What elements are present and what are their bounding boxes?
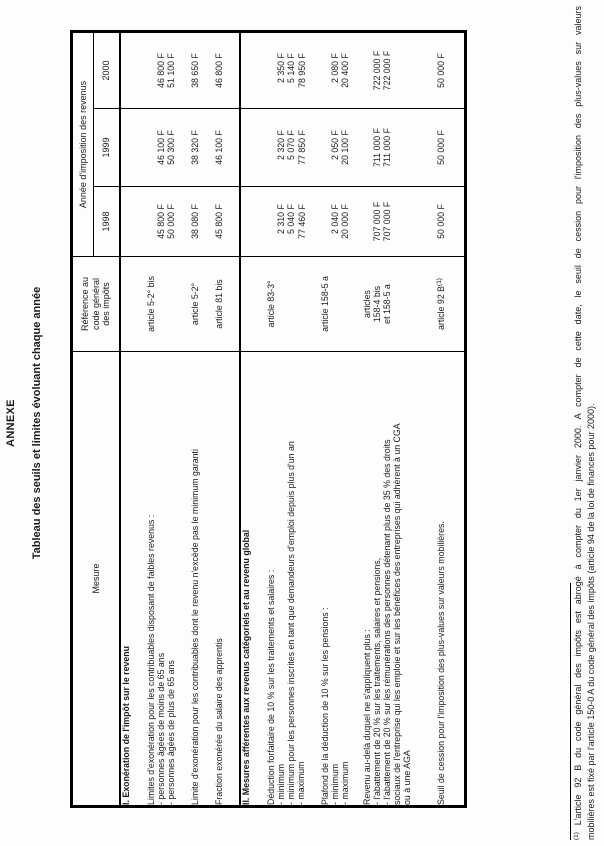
mesure-cell <box>266 352 320 807</box>
value-cell-2000 <box>190 31 214 108</box>
value-line: 46 100 F <box>155 130 166 165</box>
header-cell-1999: 1999 <box>94 109 120 187</box>
header-cell-year-group: Année d'imposition des revenus <box>72 31 94 256</box>
mesure-line: - l'abattement de 20 % sur les rémunérations des personnes détenant plus de 35 % des droits sociaux de l'entreprise qui les emploie et sur les bénéfices des entreprises qui adhèrent à un CGA ou à une AGA <box>381 423 412 805</box>
mesure-cell <box>214 352 240 807</box>
value-cell-empty <box>120 109 146 187</box>
mesure-line: Seuil de cession pour l'imposition des plus-values sur valeurs mobilières. <box>435 521 446 805</box>
value-line: 46 800 F <box>213 53 224 88</box>
value-line: 50 000 F <box>166 204 176 239</box>
value-line: 50 300 F <box>166 130 176 165</box>
value-line: 707 000 F <box>382 201 392 242</box>
value-cell-2000 <box>214 31 240 108</box>
mesure-line: Limite d'exonération pour les contribuables dont le revenu n'excède pas le minimum garanti <box>189 449 200 805</box>
mesure-line: - minimum <box>275 763 286 805</box>
section-2-heading: II. Mesures afférentes aux revenus catégoriels et au revenu global <box>240 352 266 807</box>
value-line: 50 000 F <box>435 204 446 239</box>
value-line: 46 100 F <box>213 130 224 165</box>
reference-cell <box>436 257 466 352</box>
reference-cell: article 158-5 a <box>320 257 362 352</box>
mesure-line: - personnes âgées de plus de 65 ans <box>165 660 176 805</box>
value-line: 2 320 F <box>275 130 286 160</box>
footnote-marker: (1) <box>573 832 580 840</box>
reference-header-line: des impôts <box>101 282 111 326</box>
header-cell-reference <box>72 257 120 352</box>
value-line: 45 800 F <box>213 204 224 239</box>
value-cell-1998 <box>190 187 214 257</box>
seuils-limites-table <box>70 30 467 808</box>
value-cell-2000 <box>436 31 466 108</box>
row-limites-faibles-revenus <box>146 31 190 806</box>
reference-text: article 92 B <box>435 285 446 330</box>
value-cell-empty <box>120 31 146 108</box>
value-cell-1999 <box>146 109 190 187</box>
value-cell-1998 <box>214 187 240 257</box>
row-plafond-pensions <box>320 31 362 806</box>
value-line: 722 000 F <box>382 50 392 91</box>
value-cell-1999 <box>436 109 466 187</box>
document-title: Tableau des seuils et limites évoluant chaque année <box>31 286 43 560</box>
value-cell-1999 <box>190 109 214 187</box>
value-cell-empty <box>120 187 146 257</box>
reference-cell: article 5-2° bis <box>146 257 190 352</box>
value-line: 77 850 F <box>296 130 307 165</box>
mesure-cell <box>146 352 190 807</box>
mesure-line: - minimum <box>329 763 340 805</box>
footnote-rule <box>570 583 571 840</box>
value-line: 20 400 F <box>340 53 350 88</box>
value-cell-empty <box>240 109 266 187</box>
mesure-line: - maximum <box>295 761 306 805</box>
mesure-cell <box>190 352 214 807</box>
value-line: 711 000 F <box>371 128 382 167</box>
value-line: 707 000 F <box>371 201 382 242</box>
reference-line: articles <box>361 290 372 318</box>
value-cell-1998 <box>146 187 190 257</box>
header-cell-mesure: Mesure <box>72 352 120 807</box>
mesure-line: Limites d'exonération pour les contribuables disposant de faibles revenus : <box>145 514 156 805</box>
value-cell-1998 <box>436 187 466 257</box>
row-revenu-abattement <box>362 31 436 806</box>
mesure-line: - maximum <box>339 761 350 805</box>
row-deduction-forfaitaire <box>266 31 320 806</box>
value-line: 722 000 F <box>371 50 382 91</box>
value-cell-empty <box>240 31 266 108</box>
footnote-line-2: mobilières est fixé par l'article 150-0 A du code général des impôts (article 94 de la loi de finances pour 2000). <box>585 403 596 840</box>
reference-line: et 158-5 a <box>381 284 392 324</box>
reference-header-line: Référence au <box>80 276 90 332</box>
row-limite-minimum-garanti <box>190 31 214 806</box>
footnote-text: L'article 92 B du code général des impôts est abrogé à compter du 1er janvier 2000. A compter de cette date, le seuil de cession pour l'imposition des plus-values sur valeurs <box>573 6 583 826</box>
value-line: 78 950 F <box>296 53 307 88</box>
header-cell-1998: 1998 <box>94 187 120 257</box>
mesure-line: - minimum pour les personnes inscrites en tant que demandeurs d'emploi depuis plus d'un an <box>285 441 296 805</box>
mesure-cell <box>436 352 466 807</box>
mesure-line: Fraction exonérée du salaire des apprentis <box>213 638 224 805</box>
reference-cell-empty <box>240 257 266 352</box>
reference-cell-empty <box>120 257 146 352</box>
value-line: 5 040 F <box>286 204 296 234</box>
reference-footnote-marker: (1) <box>435 278 443 286</box>
section-1-heading: I. Exonération de l'impôt sur le revenu <box>120 352 146 807</box>
header-cell-2000: 2000 <box>94 31 120 108</box>
value-cell-1998 <box>320 187 362 257</box>
reference-cell: article 81 bis <box>214 257 240 352</box>
reference-line: 158-4 bis <box>371 285 382 323</box>
value-line: 46 800 F <box>155 53 166 88</box>
value-cell-1998 <box>362 187 436 257</box>
reference-header-line: code général <box>90 277 101 331</box>
value-cell-1998 <box>266 187 320 257</box>
value-cell-2000 <box>146 31 190 108</box>
mesure-line: Plafond de la déduction de 10 % sur les pensions : <box>319 607 330 805</box>
footnote-line-1 <box>573 6 586 840</box>
value-line: 50 000 F <box>435 53 446 88</box>
value-line: 38 650 F <box>189 53 200 88</box>
value-line: 2 350 F <box>275 53 286 83</box>
mesure-cell <box>320 352 362 807</box>
annexe-heading: ANNEXE <box>5 399 17 447</box>
value-cell-1999 <box>362 109 436 187</box>
reference-cell: article 5-2° <box>190 257 214 352</box>
value-cell-empty <box>240 187 266 257</box>
mesure-line: Déduction forfaitaire de 10 % sur les traitements et salaires : <box>265 569 276 805</box>
value-line: 2 040 F <box>329 204 340 234</box>
value-line: 38 320 F <box>189 130 200 165</box>
mesure-line: - personnes âgées de moins de 65 ans <box>155 652 166 805</box>
value-line: 2 310 F <box>275 204 286 234</box>
value-line: 2 080 F <box>329 53 340 83</box>
table-header-row-1 <box>72 31 94 806</box>
value-line: 45 800 F <box>155 204 166 239</box>
reference-cell <box>362 257 436 352</box>
value-line: 5 070 F <box>286 130 296 160</box>
value-line: 20 000 F <box>340 204 350 239</box>
mesure-cell <box>362 352 436 807</box>
value-line: 51 100 F <box>166 53 176 88</box>
footnote <box>573 6 597 840</box>
reference-cell: article 83-3° <box>266 257 320 352</box>
row-seuil-cession <box>436 31 466 806</box>
value-line: 2 050 F <box>329 130 340 160</box>
value-cell-2000 <box>362 31 436 108</box>
value-cell-1999 <box>266 109 320 187</box>
value-line: 711 000 F <box>382 128 392 167</box>
mesure-line: Revenu au-delà duquel ne s'appliquent plus : <box>361 629 372 805</box>
value-line: 5 140 F <box>286 53 296 83</box>
row-fraction-apprentis <box>214 31 240 806</box>
value-cell-2000 <box>320 31 362 108</box>
value-line: 38 080 F <box>189 204 200 239</box>
value-cell-1999 <box>320 109 362 187</box>
value-cell-2000 <box>266 31 320 108</box>
section-1-row <box>120 31 146 806</box>
value-line: 20 100 F <box>340 130 350 165</box>
mesure-line: - l'abattement de 20 % sur les traitements, salaires et pensions, <box>371 557 382 805</box>
section-2-row <box>240 31 266 806</box>
value-line: 50 000 F <box>435 130 446 165</box>
value-cell-1999 <box>214 109 240 187</box>
value-line: 77 460 F <box>296 204 307 239</box>
